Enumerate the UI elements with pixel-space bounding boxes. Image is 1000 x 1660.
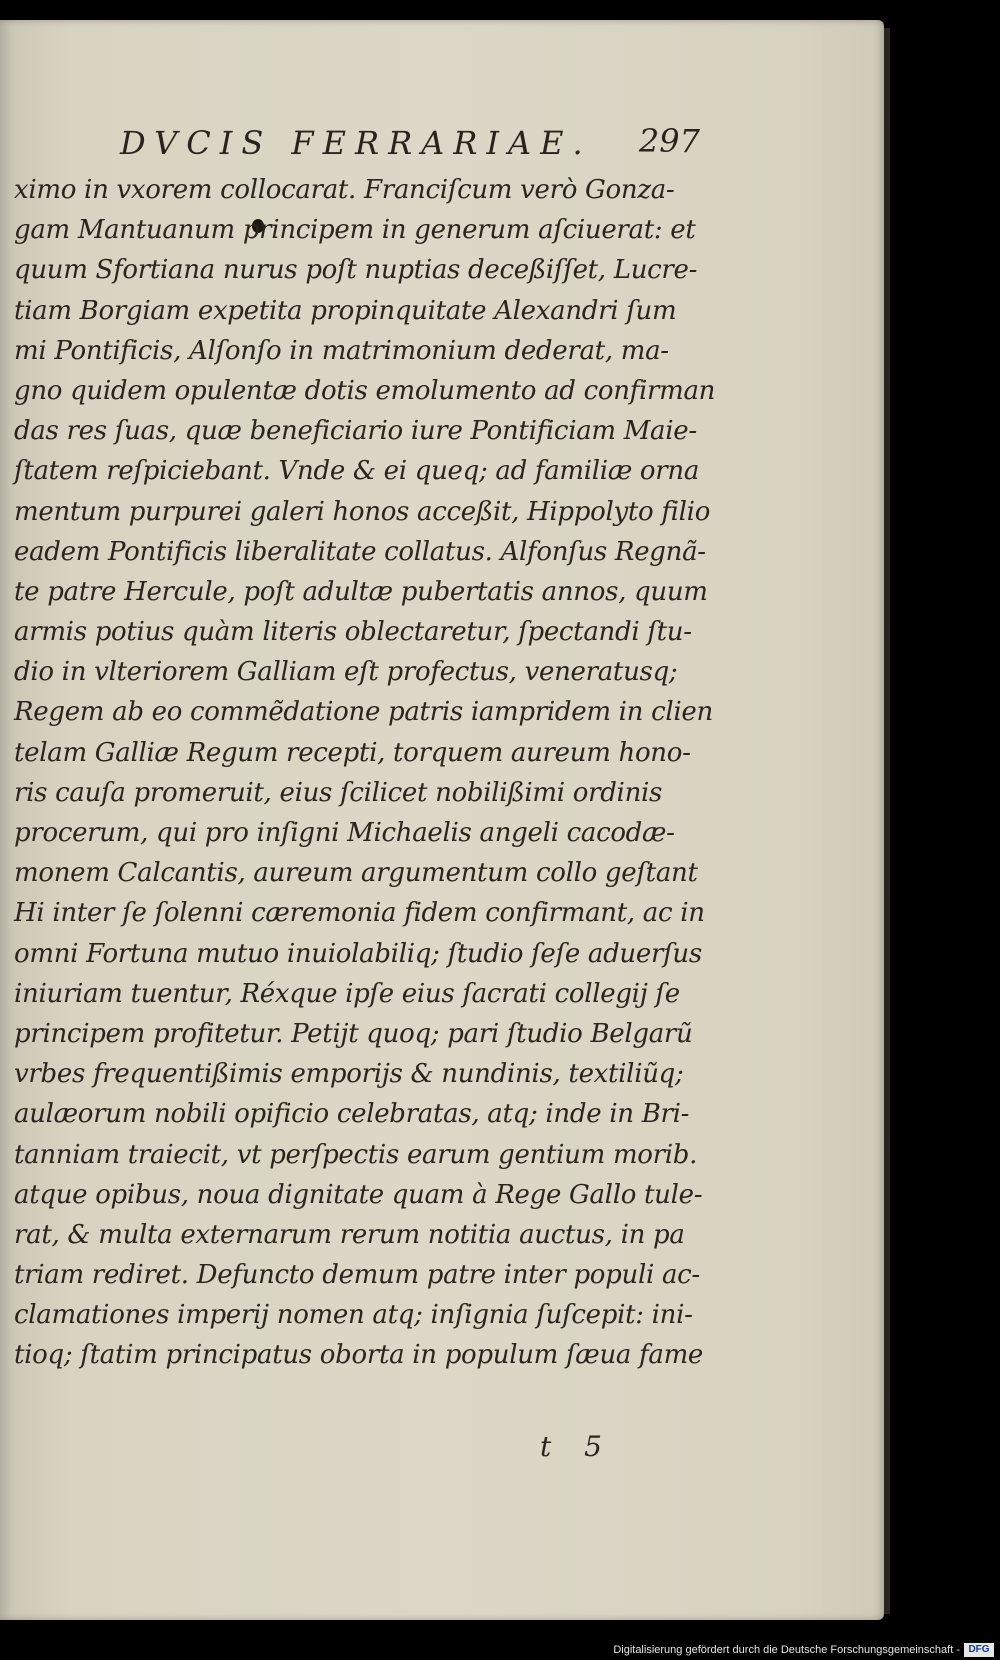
text-line: telam Galliæ Regum recepti, torquem aureum hono- xyxy=(14,737,691,768)
running-head: DVCIS FERRARIAE. xyxy=(120,124,592,162)
text-line: Hi inter ſe ſolenni cæremonia fidem confirmant, ac in xyxy=(14,898,705,929)
text-line: tanniam traiecit, vt perſpectis earum gentium morib. xyxy=(14,1139,698,1170)
book-page xyxy=(0,20,884,1620)
page-header xyxy=(100,116,700,172)
text-line: gno quidem opulentæ dotis emolumento ad confirman xyxy=(14,375,716,406)
text-line: ſtatem reſpiciebant. Vnde & ei queq; ad familiæ orna xyxy=(14,456,700,487)
text-line: triam rediret. Defuncto demum patre inter populi ac- xyxy=(14,1260,700,1291)
dfg-logo: DFG xyxy=(964,1643,994,1657)
text-line: dio in vlteriorem Galliam eſt profectus, veneratusq; xyxy=(14,657,678,688)
text-line: tiam Borgiam expetita propinquitate Alexandri ſum xyxy=(14,295,677,326)
text-line: ximo in vxorem collocarat. Franciſcum verò Gonza- xyxy=(14,175,675,205)
text-line: gam Mantuanum principem in generum aſciuerat: et xyxy=(14,215,696,246)
text-line: atque opibus, noua dignitate quam à Rege Gallo tule- xyxy=(14,1179,703,1210)
text-line: omni Fortuna mutuo inuiolabiliq; ſtudio ſeſe aduerſus xyxy=(14,938,702,969)
body-text xyxy=(14,170,714,1376)
text-line: mi Pontificis, Alſonſo in matrimonium dederat, ma- xyxy=(14,335,669,366)
text-line: mentum purpurei galeri honos acceßit, Hippolyto filio xyxy=(14,496,711,527)
text-line: iniuriam tuentur, Réxque ipſe eius ſacrati collegij ſe xyxy=(14,978,680,1009)
text-line: rat, & multa externarum rerum notitia auctus, in pa xyxy=(14,1219,685,1250)
text-line: das res ſuas, quæ beneficiario iure Pontificiam Maie- xyxy=(14,416,697,447)
text-line: aulæorum nobili opificio celebratas, atq; inde in Bri- xyxy=(14,1099,690,1130)
text-line: procerum, qui pro inſigni Michaelis angeli cacodæ- xyxy=(14,818,675,848)
text-line: te patre Hercule, poſt adultæ pubertatis annos, quum xyxy=(14,576,708,607)
page-number: 297 xyxy=(638,122,700,160)
funding-credit: Digitalisierung gefördert durch die Deutsche Forschungsgemeinschaft - xyxy=(613,1644,960,1656)
text-line: Regem ab eo commẽdatione patris iampridem in clien xyxy=(14,697,713,728)
text-line: monem Calcantis, aureum argumentum collo geſtant xyxy=(14,858,698,889)
text-line: eadem Pontificis liberalitate collatus. Alfonſus Regnã- xyxy=(14,536,706,567)
text-line: ris cauſa promeruit, eius ſcilicet nobilißimi ordinis xyxy=(14,777,663,808)
text-line: principem profitetur. Petijt quoq; pari ſtudio Belgarũ xyxy=(14,1018,693,1049)
text-line: clamationes imperij nomen atq; inſignia ſuſcepit: ini- xyxy=(14,1300,693,1331)
page-edge xyxy=(884,28,890,1614)
signature-mark: t 5 xyxy=(540,1430,602,1463)
text-line: quum Sfortiana nurus poſt nuptias deceßiſſet, Lucre- xyxy=(14,255,698,286)
text-line: vrbes frequentißimis emporijs & nundinis, textiliũq; xyxy=(14,1059,684,1090)
footer-bar xyxy=(0,1638,1000,1660)
text-line: tioq; ſtatim principatus oborta in populum ſæua fame xyxy=(14,1340,704,1371)
text-line: armis potius quàm literis oblectaretur, ſpectandi ſtu- xyxy=(14,617,692,648)
